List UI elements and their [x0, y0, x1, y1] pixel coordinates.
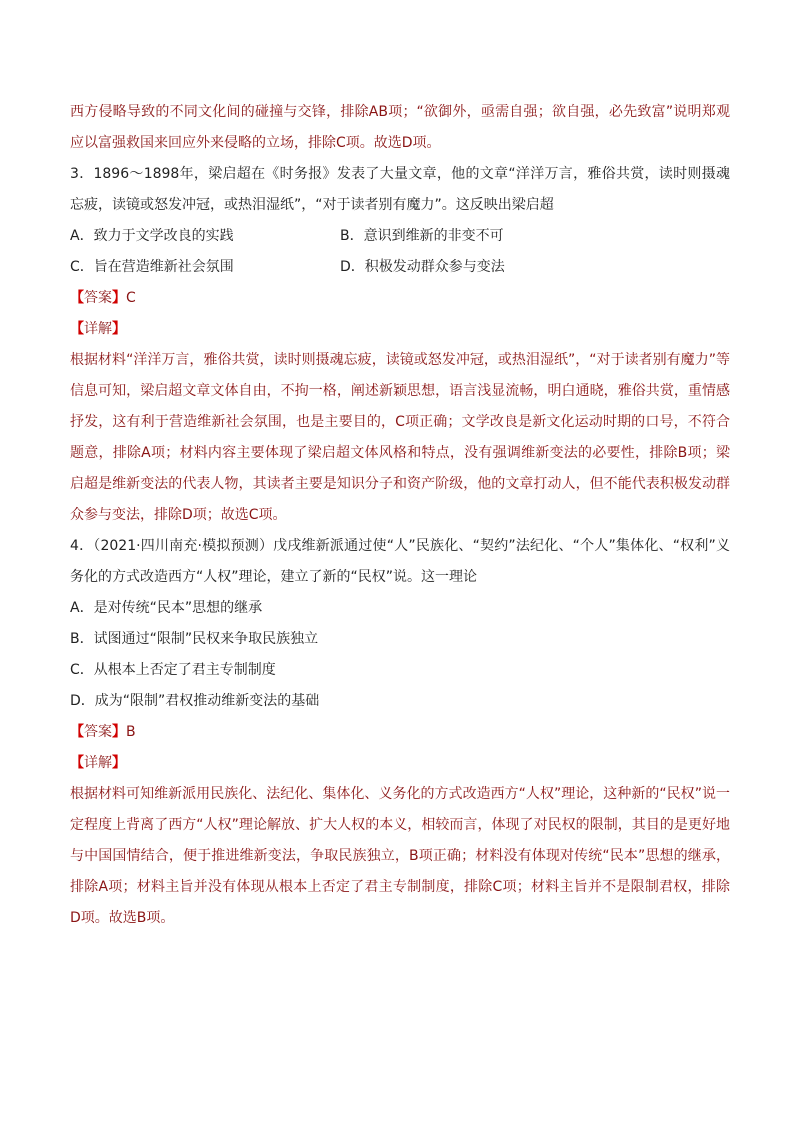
q4-explanation: 根据材料可知维新派用民族化、法纪化、集体化、义务化的方式改造西方“人权”理论，这种新的“民权”说一定程度上背离了西方“人权”理论解放、扩大人权的本义，相较而言，体现了对民权的限制，其目的是更好地与中国国情结合，便于推进维新变法，争取民族独立，B项正确；材料没有体现对传统“民本”思想的继承，排除A项；材料主旨并没有体现从根本上否定了君主专制制度，排除C项；材料主旨并不是限制君权，排除D项。故选B项。 [70, 786, 730, 926]
question-4-stem: 4．（2021·四川南充·模拟预测）戊戌维新派通过使“人”民族化、“契约”法纪化、“个人”集体化、“权利”义务化的方式改造西方“人权”理论，建立了新的“民权”说。这一理论 [70, 538, 730, 585]
q3-option-c: C．旨在营造维新社会氛围 [70, 259, 234, 275]
question-3-options-row1 [70, 221, 730, 252]
q3-explanation: 根据材料“洋洋万言，雅俗共赏，读时则摄魂忘疲，读镜或怒发冲冠，或热泪湿纸”，“对于读者别有魔力”等信息可知，梁启超文章文体自由，不拘一格，阐述新颖思想，语言浅显流畅，明白通晓，雅俗共赏，重情感抒发，这有利于营造维新社会氛围，也是主要目的，C项正确；文学改良是新文化运动时期的口号，不符合题意，排除A项；材料内容主要体现了梁启超文体风格和特点，没有强调维新变法的必要性，排除B项；梁启超是维新变法的代表人物，其读者主要是知识分子和资产阶级，他的文章打动人，但不能代表积极发动群众参与变法，排除D项；故选C项。 [70, 352, 730, 523]
q3-option-b: B．意识到维新的非变不可 [340, 228, 504, 244]
q3-answer: 【答案】C [70, 290, 136, 306]
q4-option-a: A．是对传统“民本”思想的继承 [70, 600, 263, 616]
q4-detail-heading: 【详解】 [70, 755, 126, 771]
document-page [70, 97, 730, 934]
answer-label: 答案 [84, 290, 112, 306]
q3-option-d: D．积极发动群众参与变法 [340, 259, 505, 275]
q4-option-b: B．试图通过“限制”民权来争取民族独立 [70, 631, 319, 647]
answer-value: C [126, 290, 136, 306]
q3-detail-heading: 【详解】 [70, 321, 126, 337]
q4-option-d: D．成为“限制”君权推动维新变法的基础 [70, 693, 320, 709]
previous-explanation: 西方侵略导致的不同文化间的碰撞与交锋，排除AB项；“欲御外，亟需自强；欲自强，必先致富”说明郑观应以富强救国来回应外来侵略的立场，排除C项。故选D项。 [70, 104, 730, 151]
answer-label: 答案 [84, 724, 112, 740]
answer-value: B [126, 724, 136, 740]
detail-label: 详解 [84, 321, 112, 337]
question-3-options-row2 [70, 252, 730, 283]
q4-option-c: C．从根本上否定了君主专制制度 [70, 662, 276, 678]
q4-answer: 【答案】B [70, 724, 136, 740]
question-3-stem: 3．1896～1898年，梁启超在《时务报》发表了大量文章，他的文章“洋洋万言，雅俗共赏，读时则摄魂忘疲，读镜或怒发冲冠，或热泪湿纸”，“对于读者别有魔力”。这反映出梁启超 [70, 166, 730, 213]
detail-label: 详解 [84, 755, 112, 771]
q3-option-a: A．致力于文学改良的实践 [70, 228, 234, 244]
